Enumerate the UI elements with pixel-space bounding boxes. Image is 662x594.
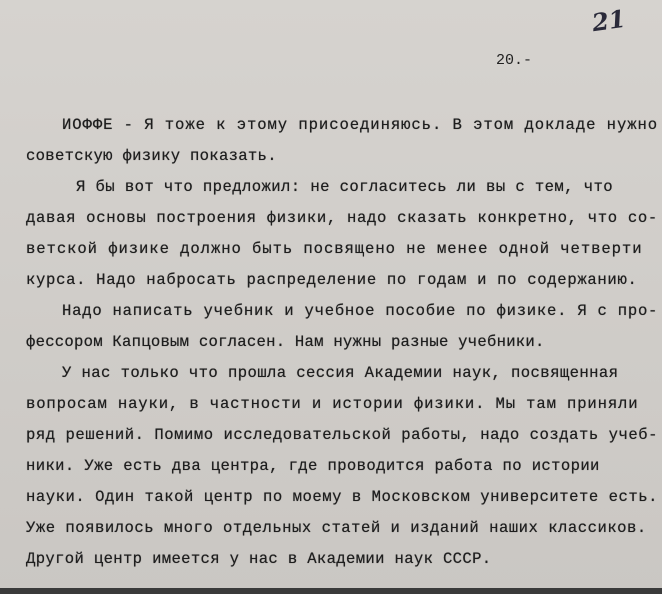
text-line: ветской физике должно быть посвящено не менее одной четверти <box>26 240 643 258</box>
text-line: Другой центр имеется у нас в Академии наук СССР. <box>26 550 492 568</box>
text-line: давая основы построения физики, надо сказать конкретно, что со- <box>26 209 658 227</box>
page-number: 20.- <box>496 52 533 69</box>
text-line: вопросам науки, в частности и истории физики. Мы там приняли <box>26 395 639 413</box>
text-line: курса. Надо набросать распределение по годам и по содержанию. <box>26 271 638 289</box>
text-line: Надо написать учебник и учебное пособие по физике. Я с про- <box>62 302 659 320</box>
text-line: ряд решений. Помимо исследовательской работы, надо создать учеб- <box>26 426 658 444</box>
text-line: ИОФФЕ - Я тоже к этому присоединяюсь. В этом докладе нужно <box>62 116 659 134</box>
text-line: Уже появилось много отдельных статей и изданий наших классиков. <box>26 519 647 537</box>
text-line: фессором Капцовым согласен. Нам нужны разные учебники. <box>26 333 545 351</box>
text-line: советскую физику показать. <box>26 147 277 165</box>
text-line: У нас только что прошла сессия Академии наук, посвященная <box>62 364 619 382</box>
text-line: Я бы вот что предложил: не согласитесь ли вы с тем, что <box>76 178 613 196</box>
handwritten-folio-number: 21 <box>590 3 628 38</box>
text-line: ники. Уже есть два центра, где проводится работа по истории <box>26 457 600 475</box>
text-line: науки. Один такой центр по моему в Московском университете есть. <box>26 488 658 506</box>
